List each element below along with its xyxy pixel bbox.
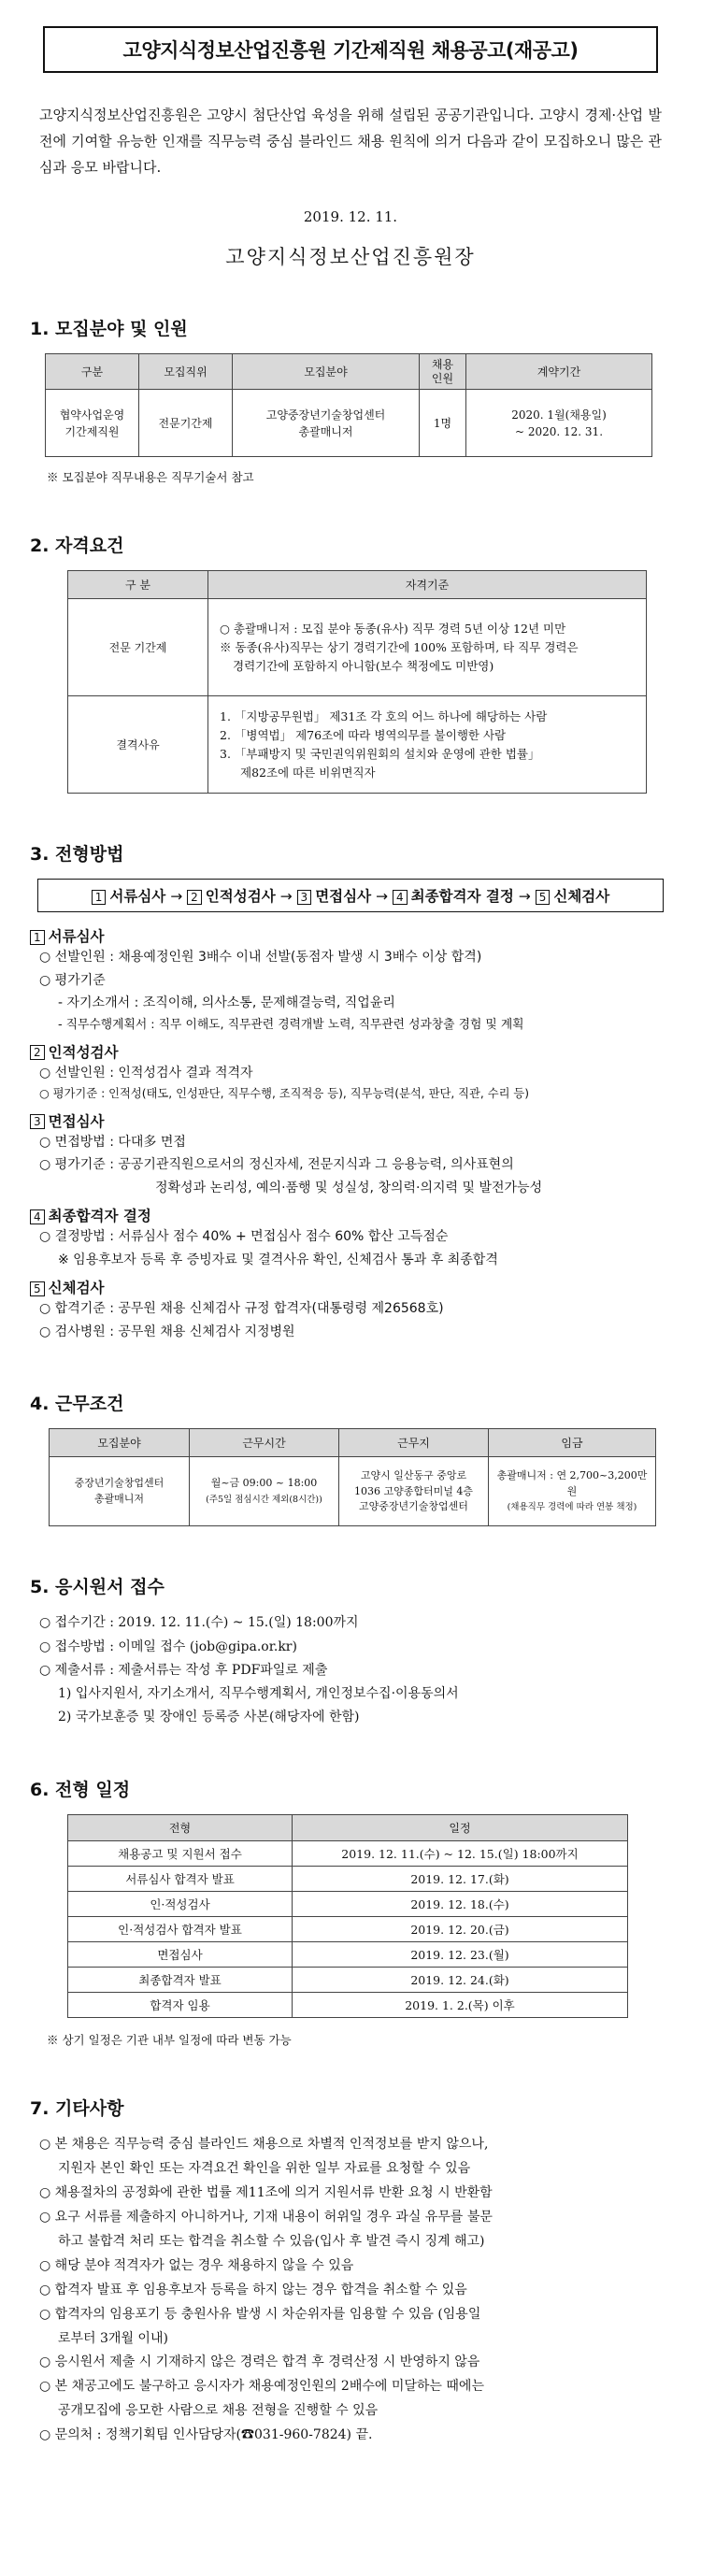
criteria-line: 2. 「병역법」 제76조에 따라 병역의무를 불이행한 사람 bbox=[220, 727, 507, 742]
header-cell: 구 분 bbox=[68, 571, 208, 599]
misc-line: ○ 요구 서류를 제출하지 아니하거나, 기재 내용이 허위일 경우 과실 유무를 불문 bbox=[39, 2210, 493, 2225]
application-block bbox=[30, 1611, 671, 1729]
table-row bbox=[68, 1968, 628, 1993]
cell-count: 1명 bbox=[420, 390, 466, 457]
criteria-line: 3. 「부패방지 및 국민권익위원회의 설치와 운영에 관한 법률」 bbox=[220, 746, 540, 761]
criteria-line: 제82조에 따른 비위면직자 bbox=[240, 765, 376, 780]
table-header-row bbox=[68, 571, 647, 599]
arrow-icon: → bbox=[279, 888, 293, 906]
criteria-cell bbox=[208, 696, 647, 794]
misc-line: ○ 합격자의 임용포기 등 충원사유 발생 시 차순위자를 임용할 수 있음 (임용일 bbox=[39, 2306, 481, 2322]
pay-text: 총괄매니저 : 연 2,700~3,200만원 bbox=[496, 1469, 648, 1497]
criteria-line: 1. 「지방공무원법」 제31조 각 호의 어느 하나에 해당하는 사람 bbox=[220, 708, 548, 723]
step-line: ○ 결정방법 : 서류심사 점수 40% + 면접심사 점수 60% 합산 고득점순 bbox=[39, 1229, 449, 1245]
cell-pay bbox=[489, 1457, 656, 1526]
step-line: ○ 합격기준 : 공무원 채용 신체검사 규정 합격자(대통령령 제26568호) bbox=[39, 1301, 444, 1317]
misc-line: ○ 채용절차의 공정화에 관한 법률 제11조에 의거 지원서류 반환 요청 시 반환함 bbox=[39, 2185, 493, 2201]
step-block-medical bbox=[30, 1277, 671, 1343]
application-line: ○ 접수방법 : 이메일 접수 (job@gipa.or.kr) bbox=[39, 1639, 297, 1654]
step-number: 2 bbox=[187, 890, 202, 905]
header-cell: 모집분야 bbox=[233, 354, 420, 390]
cell-date: 2019. 12. 23.(월) bbox=[293, 1942, 628, 1968]
arrow-icon: → bbox=[170, 888, 183, 906]
hours-note: (주5일 점심시간 제외(8시간)) bbox=[206, 1494, 322, 1505]
hours-text: 월~금 09:00 ~ 18:00 bbox=[210, 1477, 318, 1490]
step-number: 3 bbox=[297, 890, 312, 905]
intro-paragraph: 고양지식정보산업진흥원은 고양시 첨단산업 육성을 위해 설립된 공공기관입니다. 고양시 경제·산업 발전에 기여할 유능한 인재를 직무능력 중심 블라인드 채용 원칙에 의거 다음과 같이 모집하오니 많은 관심과 응모 바랍니다. bbox=[39, 107, 662, 176]
step-title bbox=[30, 1110, 671, 1131]
step-line: ※ 임용후보자 등록 후 증빙자료 및 결격사유 확인, 신체검사 통과 후 최종합격 bbox=[58, 1252, 498, 1267]
qualifications-table bbox=[67, 570, 647, 794]
step-title bbox=[30, 1277, 671, 1297]
step-number: 4 bbox=[393, 890, 408, 905]
recruitment-table bbox=[45, 353, 652, 457]
schedule-note: ※ 상기 일정은 기관 내부 일정에 따라 변동 가능 bbox=[47, 2033, 292, 2048]
recruitment-note: ※ 모집분야 직무내용은 직무기술서 참고 bbox=[47, 470, 254, 485]
header-cell: 구분 bbox=[46, 354, 139, 390]
cell-field: 중장년기술창업센터 총괄매니저 bbox=[50, 1457, 190, 1526]
step-title-text: 최종합격자 결정 bbox=[48, 1208, 151, 1225]
misc-line: 공개모집에 응모한 사람으로 채용 전형을 진행할 수 있음 bbox=[58, 2403, 379, 2419]
step-label: 최종합격자 결정 bbox=[410, 888, 514, 906]
step-number: 1 bbox=[92, 890, 107, 905]
cell-type: 협약사업운영 기간제직원 bbox=[46, 390, 139, 457]
pay-note: (채용직무 경력에 따라 연봉 책정) bbox=[507, 1502, 637, 1513]
table-header-row bbox=[50, 1429, 656, 1457]
misc-line: ○ 합격자 발표 후 임용후보자 등록을 하지 않는 경우 합격을 취소할 수 있음 bbox=[39, 2282, 467, 2297]
section-heading-process: 3. 전형방법 bbox=[30, 844, 124, 866]
table-row bbox=[50, 1457, 656, 1526]
step-line: ○ 검사병원 : 공무원 채용 신체검사 지정병원 bbox=[39, 1324, 295, 1339]
step-line: - 자기소개서 : 조직이해, 의사소통, 문제해결능력, 직업윤리 bbox=[58, 995, 395, 1011]
cell-date: 2019. 12. 24.(화) bbox=[293, 1968, 628, 1993]
table-row bbox=[68, 1867, 628, 1892]
application-line: ○ 제출서류 : 제출서류는 작성 후 PDF파일로 제출 bbox=[39, 1662, 328, 1678]
cell-stage: 채용공고 및 지원서 접수 bbox=[68, 1841, 293, 1867]
step-line: - 직무수행계획서 : 직무 이해도, 직무관련 경력개발 노력, 직무관련 성과창출 경험 및 계획 bbox=[58, 1017, 524, 1032]
misc-line: ○ 응시원서 제출 시 기재하지 않은 경력은 합격 후 경력산정 시 반영하지 않음 bbox=[39, 2354, 480, 2370]
step-title bbox=[30, 1205, 671, 1225]
table-row bbox=[68, 1841, 628, 1867]
misc-line: ○ 본 채용은 직무능력 중심 블라인드 채용으로 차별적 인적정보를 받지 않으나, bbox=[39, 2137, 489, 2153]
step-label: 인적성검사 bbox=[205, 888, 276, 906]
step-line: ○ 선발인원 : 채용예정인원 3배수 이내 선발(동점자 발생 시 3배수 이상 합격) bbox=[39, 950, 482, 966]
criteria-cell bbox=[208, 599, 647, 696]
application-line: 2) 국가보훈증 및 장애인 등록증 사본(해당자에 한함) bbox=[58, 1710, 360, 1725]
cell-date: 2019. 12. 17.(화) bbox=[293, 1867, 628, 1892]
step-line: ○ 평가기준 : 인적성(태도, 인성판단, 직무수행, 조직적응 등), 직무능력(분석, 판단, 직관, 수리 등) bbox=[39, 1087, 530, 1101]
step-title bbox=[30, 1041, 671, 1062]
step-title-text: 서류심사 bbox=[48, 928, 105, 946]
section-heading-qualifications: 2. 자격요건 bbox=[30, 536, 124, 557]
header-cell: 근무지 bbox=[339, 1429, 489, 1457]
table-row bbox=[68, 599, 647, 696]
misc-line: ○ 본 채공고에도 불구하고 응시자가 채용예정인원의 2배수에 미달하는 때에는 bbox=[39, 2379, 484, 2395]
header-cell: 일정 bbox=[293, 1815, 628, 1841]
issuer-name: 고양지식정보산업진흥원장 bbox=[225, 246, 476, 269]
header-cell: 전형 bbox=[68, 1815, 293, 1841]
step-number: 4 bbox=[30, 1209, 45, 1224]
cell-stage: 합격자 임용 bbox=[68, 1993, 293, 2018]
cell-stage: 최종합격자 발표 bbox=[68, 1968, 293, 1993]
cell-stage: 서류심사 합격자 발표 bbox=[68, 1867, 293, 1892]
step-title bbox=[30, 925, 671, 946]
step-label: 서류심사 bbox=[109, 888, 166, 906]
criteria-line: 경력기간에 포함하지 아니함(보수 책정에도 미반영) bbox=[233, 658, 494, 673]
misc-line: 로부터 3개월 이내) bbox=[58, 2330, 168, 2346]
section-heading-recruitment: 1. 모집분야 및 인원 bbox=[30, 319, 188, 340]
application-line: ○ 접수기간 : 2019. 12. 11.(수) ~ 15.(일) 18:00까지 bbox=[39, 1615, 359, 1631]
cell-stage: 인·적성검사 bbox=[68, 1892, 293, 1917]
cell-date: 2019. 1. 2.(목) 이후 bbox=[293, 1993, 628, 2018]
section-heading-conditions: 4. 근무조건 bbox=[30, 1394, 124, 1415]
row-head: 결격사유 bbox=[68, 696, 208, 794]
cell-field: 고양중장년기술창업센터 총괄매니저 bbox=[233, 390, 420, 457]
table-header-row bbox=[68, 1815, 628, 1841]
schedule-table bbox=[67, 1814, 628, 2018]
table-row bbox=[68, 1993, 628, 2018]
header-cell: 채용 인원 bbox=[420, 354, 466, 390]
header-cell: 근무시간 bbox=[190, 1429, 339, 1457]
notice-title: 고양지식정보산업진흥원 기간제직원 채용공고(재공고) bbox=[43, 26, 658, 73]
process-flow bbox=[37, 879, 664, 912]
table-row bbox=[68, 1892, 628, 1917]
section-heading-misc: 7. 기타사항 bbox=[30, 2098, 124, 2120]
step-number: 5 bbox=[536, 890, 551, 905]
misc-block bbox=[30, 2133, 671, 2448]
cell-date: 2019. 12. 20.(금) bbox=[293, 1917, 628, 1942]
step-number: 5 bbox=[30, 1281, 45, 1296]
section-heading-application: 5. 응시원서 접수 bbox=[30, 1577, 165, 1598]
step-line: ○ 면접방법 : 다대多 면접 bbox=[39, 1134, 186, 1150]
conditions-table bbox=[49, 1428, 656, 1526]
step-label: 면접심사 bbox=[315, 888, 372, 906]
table-row bbox=[46, 390, 652, 457]
step-number: 2 bbox=[30, 1045, 45, 1060]
cell-date: 2019. 12. 18.(수) bbox=[293, 1892, 628, 1917]
header-cell: 임금 bbox=[489, 1429, 656, 1457]
header-cell: 모집분야 bbox=[50, 1429, 190, 1457]
notice-date: 2019. 12. 11. bbox=[303, 208, 398, 226]
header-cell: 자격기준 bbox=[208, 571, 647, 599]
step-number: 1 bbox=[30, 930, 45, 945]
step-line: ○ 선발인원 : 인적성검사 결과 적격자 bbox=[39, 1065, 253, 1080]
step-label: 신체검사 bbox=[553, 888, 610, 906]
misc-line: 지원자 본인 확인 또는 자격요건 확인을 위한 일부 자료를 요청할 수 있음 bbox=[58, 2161, 471, 2177]
row-head: 전문 기간제 bbox=[68, 599, 208, 696]
table-row bbox=[68, 1917, 628, 1942]
step-number: 3 bbox=[30, 1114, 45, 1129]
step-line: ○ 평가기준 : 공공기관직원으로서의 정신자세, 전문지식과 그 응용능력, 의사표현의 bbox=[39, 1157, 514, 1173]
misc-line: ○ 문의처 : 정책기획팀 인사담당자(☎031-960-7824) 끝. bbox=[39, 2427, 373, 2443]
table-header-row bbox=[46, 354, 652, 390]
criteria-line: ○ 총괄매니저 : 모집 분야 동종(유사) 직무 경력 5년 이상 12년 미만 bbox=[220, 621, 566, 636]
step-title-text: 신체검사 bbox=[48, 1280, 105, 1297]
section-heading-schedule: 6. 전형 일정 bbox=[30, 1780, 131, 1801]
cell-hours bbox=[190, 1457, 339, 1526]
cell-place: 고양시 일산동구 중앙로 1036 고양종합터미널 4층 고양중장년기술창업센터 bbox=[339, 1457, 489, 1526]
arrow-icon: → bbox=[376, 888, 389, 906]
table-row bbox=[68, 696, 647, 794]
misc-line: 하고 불합격 처리 또는 합격을 취소할 수 있음(입사 후 발견 즉시 징계 해고) bbox=[58, 2233, 485, 2249]
cell-period: 2020. 1월(채용일) ~ 2020. 12. 31. bbox=[466, 390, 652, 457]
cell-stage: 인·적성검사 합격자 발표 bbox=[68, 1917, 293, 1942]
header-cell: 계약기간 bbox=[466, 354, 652, 390]
step-title-text: 면접심사 bbox=[48, 1112, 105, 1130]
application-line: 1) 입사지원서, 자기소개서, 직무수행계획서, 개인정보수집·이용동의서 bbox=[58, 1686, 459, 1701]
step-block-interview bbox=[30, 1110, 671, 1200]
cell-position: 전문기간제 bbox=[139, 390, 233, 457]
header-cell: 모집직위 bbox=[139, 354, 233, 390]
misc-line: ○ 해당 분야 적격자가 없는 경우 채용하지 않을 수 있음 bbox=[39, 2257, 354, 2273]
cell-date: 2019. 12. 11.(수) ~ 12. 15.(일) 18:00까지 bbox=[293, 1841, 628, 1867]
step-line: ○ 평가기준 bbox=[39, 972, 106, 988]
table-row bbox=[68, 1942, 628, 1968]
arrow-icon: → bbox=[518, 888, 531, 906]
step-block-document bbox=[30, 925, 671, 1036]
criteria-line: ※ 동종(유사)직무는 상기 경력기간에 100% 포함하며, 타 직무 경력은 bbox=[220, 639, 579, 654]
step-block-aptitude bbox=[30, 1041, 671, 1105]
step-line: 정확성과 논리성, 예의·품행 및 성실성, 창의력·의지력 및 발전가능성 bbox=[155, 1180, 543, 1195]
step-title-text: 인적성검사 bbox=[48, 1043, 119, 1061]
cell-stage: 면접심사 bbox=[68, 1942, 293, 1968]
step-block-final bbox=[30, 1205, 671, 1271]
